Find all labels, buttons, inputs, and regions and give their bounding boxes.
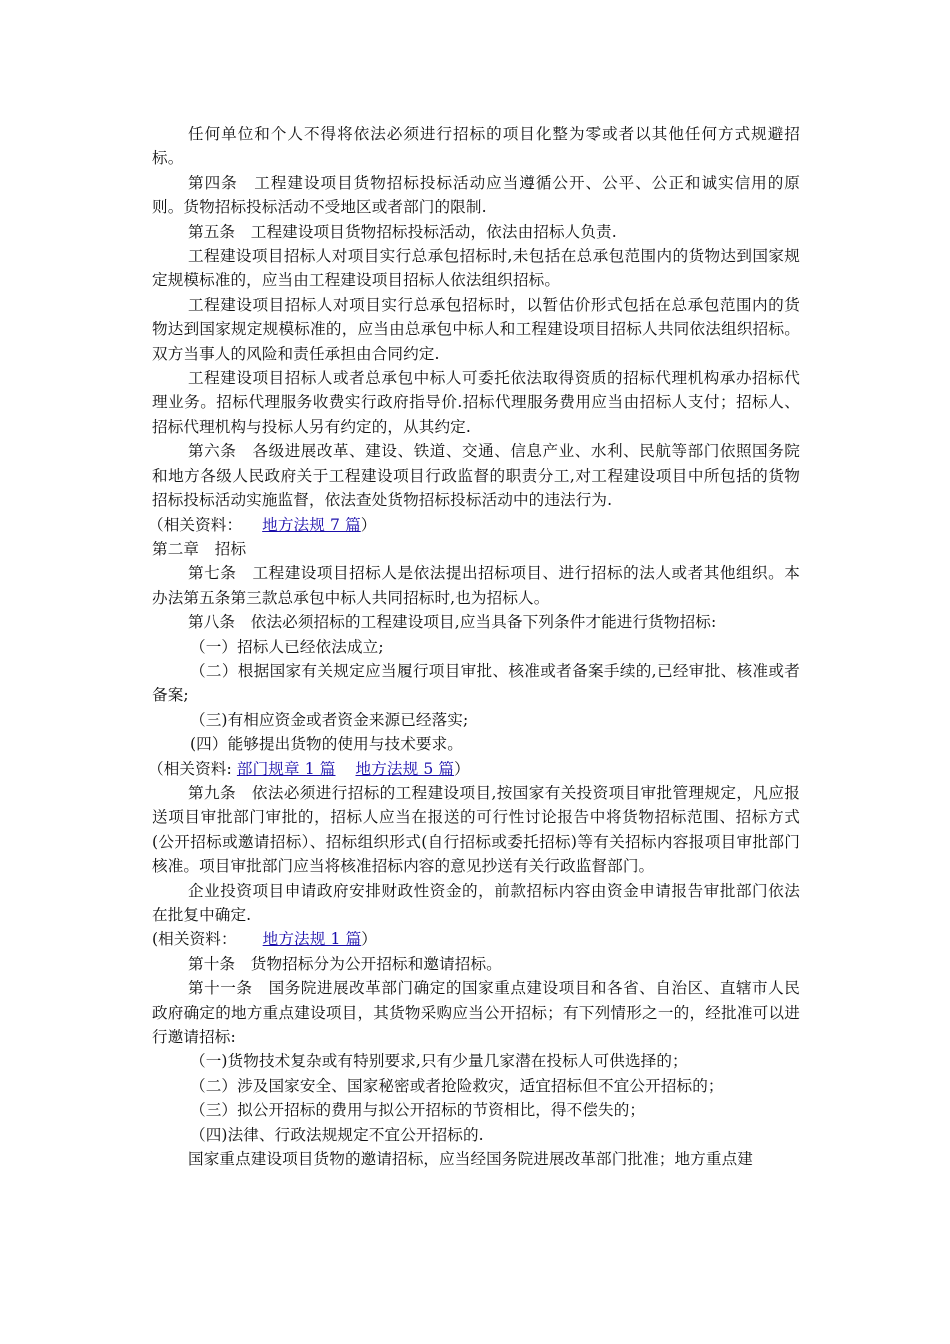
paragraph-enterprise-investment: 企业投资项目申请政府安排财政性资金的，前款招标内容由资金申请报告审批部门依法在批复中确定. <box>152 881 800 924</box>
paragraph-general-contract-excluded: 工程建设项目招标人对项目实行总承包招标时,未包括在总承包范围内的货物达到国家规定规模标准的，应当由工程建设项目招标人依法组织招标。 <box>152 247 800 290</box>
paragraph-agency: 工程建设项目招标人或者总承包中标人可委托依法取得资质的招标代理机构承办招标代理业务。招标代理服务收费实行政府指导价.招标代理服务费用应当由招标人支付；招标人、招标代理机构与投标人另有约定的，从其约定. <box>152 369 800 436</box>
related-suffix: ） <box>361 930 377 949</box>
article-5: 第五条 工程建设项目货物招标投标活动，依法由招标人负责. <box>188 222 617 241</box>
link-local-regulations-1[interactable]: 地方法规 1 篇 <box>262 930 362 949</box>
related-prefix: （相关资料： <box>148 515 243 534</box>
article-10: 第十条 货物招标分为公开招标和邀请招标。 <box>188 954 502 973</box>
link-local-regulations-5[interactable]: 地方法规 5 篇 <box>355 759 455 778</box>
link-department-rules-1[interactable]: 部门规章 1 篇 <box>236 759 336 778</box>
article-4: 第四条 工程建设项目货物招标投标活动应当遵循公开、公平、公正和诚实信用的原则。货物招标投标活动不受地区或者部门的限制. <box>152 173 800 217</box>
related-materials-3 <box>152 927 800 951</box>
condition-1: （一）招标人已经依法成立; <box>190 637 384 656</box>
document-page <box>148 122 800 1171</box>
condition-2: （二）根据国家有关规定应当履行项目审批、核准或者备案手续的,已经审批、核准或者备案; <box>152 661 800 705</box>
related-materials-2 <box>148 757 800 781</box>
chapter-2-heading: 第二章 招标 <box>152 539 247 558</box>
invite-case-2: （二）涉及国家安全、国家秘密或者抢险救灾，适宜招标但不宜公开招标的； <box>190 1076 724 1095</box>
article-11: 第十一条 国务院进展改革部门确定的国家重点建设项目和各省、自治区、直辖市人民政府确定的地方重点建设项目，其货物采购应当公开招标；有下列情形之一的，经批准可以进行邀请招标: <box>152 979 800 1047</box>
article-8: 第八条 依法必须招标的工程建设项目,应当具备下列条件才能进行货物招标: <box>188 613 717 632</box>
related-prefix: (相关资料： <box>152 930 237 949</box>
paragraph-national-key-projects: 国家重点建设项目货物的邀请招标，应当经国务院进展改革部门批准；地方重点建 <box>188 1150 753 1169</box>
link-local-regulations-7[interactable]: 地方法规 7 篇 <box>262 515 361 534</box>
invite-case-3: （三）拟公开招标的费用与拟公开招标的节资相比，得不偿失的； <box>190 1101 646 1120</box>
condition-4: (四）能够提出货物的使用与技术要求。 <box>190 735 463 754</box>
article-9: 第九条 依法必须进行招标的工程建设项目,按国家有关投资项目审批管理规定，凡应报送项目审批部门审批的，招标人应当在报送的可行性讨论报告中将货物招标范围、招标方式(公开招标或邀请招标）、招标组织形式(自行招标或委托招标)等有关招标内容报项目审批部门核准。项目审批部门应当将核准招标内容的意见抄送有关行政监督部门。 <box>152 783 800 876</box>
invite-case-1: （一)货物技术复杂或有特别要求,只有少量几家潜在投标人可供选择的； <box>190 1052 688 1071</box>
paragraph-provisional-sum: 工程建设项目招标人对项目实行总承包招标时，以暂估价形式包括在总承包范围内的货物达到国家规定规模标准的，应当由总承包中标人和工程建设项目招标人共同依法组织招标。双方当事人的风险和责任承担由合同约定. <box>152 295 800 363</box>
related-suffix: ） <box>360 515 377 534</box>
condition-3: （三)有相应资金或者资金来源已经落实; <box>190 710 469 729</box>
related-materials-1 <box>148 513 800 537</box>
paragraph-avoid-bidding: 任何单位和个人不得将依法必须进行招标的项目化整为零或者以其他任何方式规避招标。 <box>152 125 800 168</box>
invite-case-4: （四)法律、行政法规规定不宜公开招标的. <box>190 1125 484 1144</box>
article-7: 第七条 工程建设项目招标人是依法提出招标项目、进行招标的法人或者其他组织。本办法第五条第三款总承包中标人共同招标时,也为招标人。 <box>152 564 800 607</box>
related-suffix: ） <box>454 759 470 778</box>
article-6: 第六条 各级进展改革、建设、铁道、交通、信息产业、水利、民航等部门依照国务院和地方各级人民政府关于工程建设项目行政监督的职责分工,对工程建设项目中所包括的货物招标投标活动实施监督，依法查处货物招标投标活动中的违法行为. <box>152 442 800 510</box>
related-prefix: （相关资料: <box>148 759 237 778</box>
